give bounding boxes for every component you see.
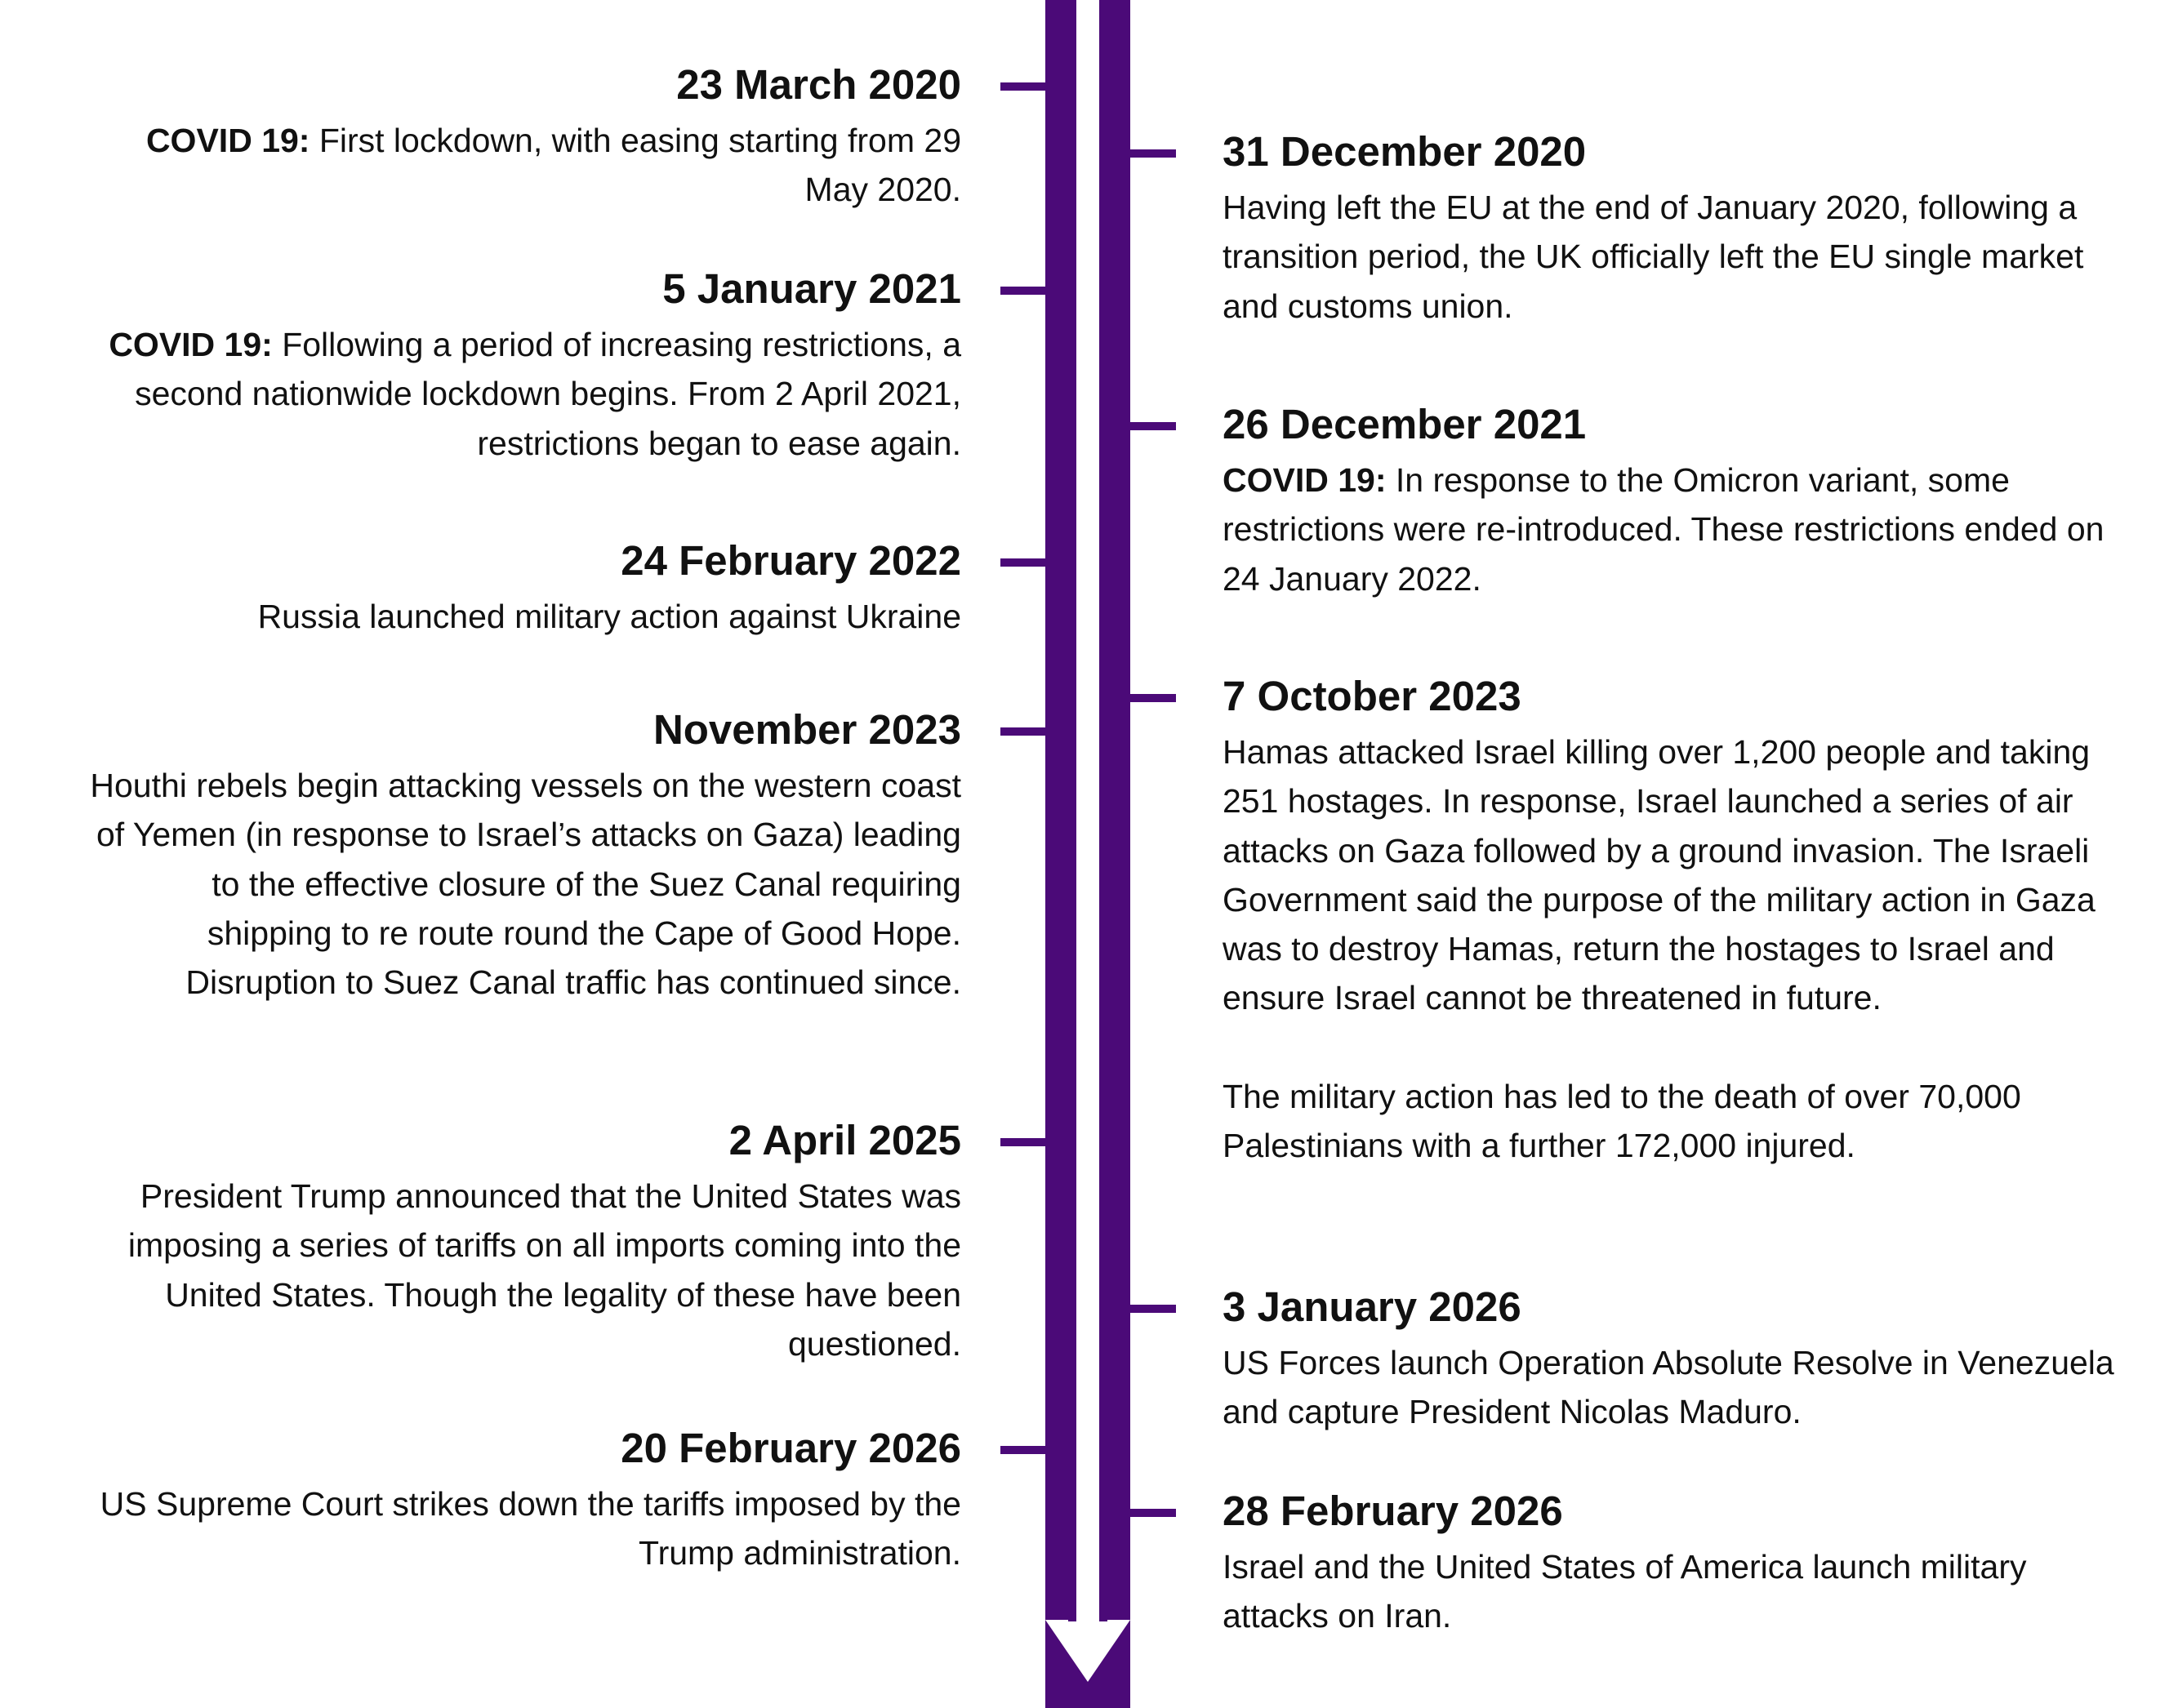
- event-text: US Supreme Court strikes down the tariffs imposed by the Trump administration.: [100, 1485, 961, 1572]
- event-3-january-2026: [1223, 1284, 2121, 1437]
- event-date: 7 October 2023: [1223, 673, 1521, 719]
- event-text: Russia launched military action against Ukraine: [257, 598, 961, 636]
- event-description: [1223, 183, 2121, 331]
- event-description: [1223, 456, 2121, 603]
- event-description: [79, 1172, 961, 1368]
- event-description: [1223, 1338, 2121, 1437]
- event-28-february-2026: [1223, 1488, 2121, 1641]
- event-text: Having left the EU at the end of January 2020, following a transition period, the UK officially left the EU single market and customs union.: [1223, 189, 2084, 325]
- event-24-february-2022: [79, 538, 961, 641]
- event-date: 20 February 2026: [621, 1425, 961, 1471]
- tick-23-march-2020: [1000, 82, 1045, 91]
- event-date: 26 December 2021: [1223, 401, 1587, 447]
- event-description: [79, 761, 961, 1007]
- event-date: 5 January 2021: [662, 265, 961, 312]
- event-text: Following a period of increasing restrictions, a second nationwide lockdown begins. From 2 April 2021, restrictions began to ease again.: [135, 326, 961, 462]
- tick-28-february-2026: [1130, 1509, 1176, 1517]
- event-23-march-2020: [79, 62, 961, 215]
- event-description: [79, 1479, 961, 1578]
- timeline-arrow-right-rail: [1099, 0, 1130, 1625]
- event-tag: COVID 19:: [109, 326, 273, 364]
- event-text: President Trump announced that the United States was imposing a series of tariffs on all imports coming into the United States. Though the legality of these have been questioned.: [127, 1177, 961, 1363]
- event-20-february-2026: [79, 1426, 961, 1578]
- tick-24-february-2022: [1000, 558, 1045, 567]
- event-text: Hamas attacked Israel killing over 1,200 people and taking 251 hostages. In response, Israel launched a series of air attacks on Gaza followed by a ground invasion. The Israeli Government said the purpose of the military action in Gaza was to destroy Hamas, return the hostages to Israel and ensure Israel cannot be threatened in future.: [1223, 733, 2096, 1017]
- event-description: [79, 592, 961, 641]
- timeline-arrow-left-rail: [1045, 0, 1076, 1625]
- tick-5-january-2021: [1000, 287, 1045, 295]
- tick-31-december-2020: [1130, 149, 1176, 158]
- event-tag: COVID 19:: [145, 122, 310, 160]
- event-date: 3 January 2026: [1223, 1283, 1521, 1330]
- event-description: [79, 320, 961, 468]
- event-date: 23 March 2020: [676, 61, 961, 108]
- event-text: First lockdown, with easing starting from 29 May 2020.: [310, 122, 961, 209]
- event-2-april-2025: [79, 1118, 961, 1368]
- event-text: Houthi rebels begin attacking vessels on the western coast of Yemen (in response to Israel’s attacks on Gaza) leading to the effective closure of the Suez Canal requiring shipping to re route round the Cape of Good Hope. Disruption to Suez Canal traffic has continued since.: [90, 767, 961, 1002]
- event-date: 31 December 2020: [1223, 128, 1587, 175]
- tick-7-october-2023: [1130, 694, 1176, 702]
- event-description: [79, 116, 961, 215]
- event-5-january-2021: [79, 266, 961, 468]
- event-text: US Forces launch Operation Absolute Resolve in Venezuela and capture President Nicolas Maduro.: [1223, 1344, 2114, 1431]
- event-november-2023: [79, 707, 961, 1007]
- event-text: Israel and the United States of America launch military attacks on Iran.: [1223, 1548, 2027, 1635]
- event-date: November 2023: [653, 706, 961, 753]
- event-31-december-2020: [1223, 129, 2121, 331]
- tick-november-2023: [1000, 727, 1045, 736]
- timeline-ticks: [1000, 82, 1176, 1517]
- event-text: In response to the Omicron variant, some restrictions were re-introduced. These restrictions ended on 24 January 2022.: [1223, 461, 2105, 598]
- event-date: 28 February 2026: [1223, 1488, 1563, 1534]
- event-date: 2 April 2025: [728, 1117, 961, 1163]
- event-26-december-2021: [1223, 402, 2121, 603]
- event-followup: The military action has led to the death of over 70,000 Palestinians with a further 172,000 injured.: [1223, 1077, 2021, 1164]
- tick-3-january-2026: [1130, 1305, 1176, 1313]
- event-tag: COVID 19:: [1223, 461, 1387, 500]
- event-description: [1223, 727, 2121, 1023]
- tick-2-april-2025: [1000, 1138, 1045, 1146]
- event-date: 24 February 2022: [621, 537, 961, 584]
- tick-26-december-2021: [1130, 422, 1176, 430]
- event-7-october-2023: [1223, 674, 2121, 1170]
- tick-20-february-2026: [1000, 1446, 1045, 1454]
- event-description: [1223, 1542, 2121, 1641]
